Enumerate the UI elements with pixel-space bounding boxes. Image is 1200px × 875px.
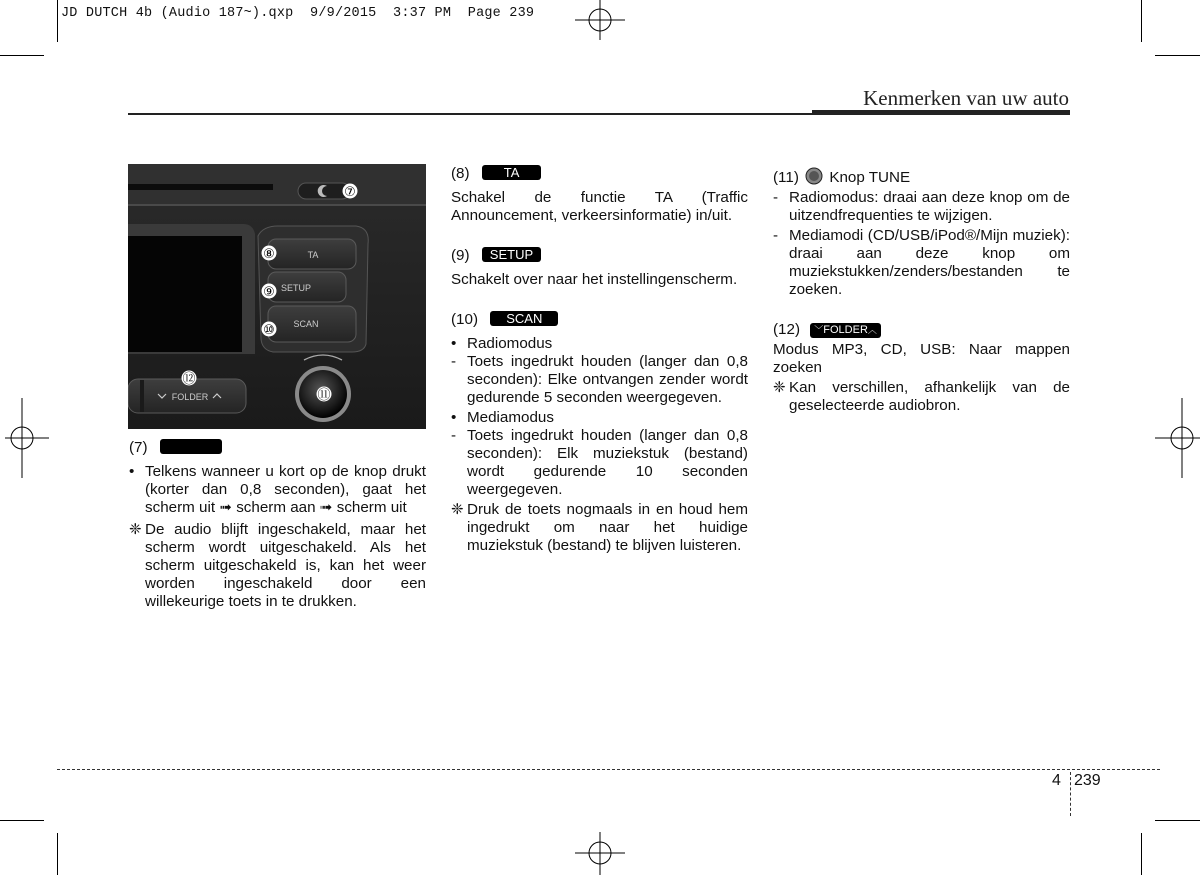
folder-key-label: FOLDER <box>171 392 209 402</box>
item-8-text: Schakel de functie TA (Traffic Announcement, verkeersinformatie) in/uit. <box>451 189 748 224</box>
radio-mode-bullet: • Radiomodus <box>451 335 553 352</box>
footer-rule <box>57 769 1160 770</box>
column-2 <box>451 165 748 555</box>
item-8-heading: (8) TA <box>451 165 748 183</box>
tune-radio-detail: - Radiomodus: draai aan deze knop om de uitzendfrequenties te wijzigen. <box>773 189 1070 224</box>
setup-key-icon: SETUP <box>482 247 541 262</box>
item-10-note: ❈ Druk de toets nogmaals in en houd hem ingedrukt om naar het huidige muziekstuk (bestand) te blijven luisteren. <box>451 501 748 554</box>
setup-key-label: SETUP <box>280 283 312 293</box>
media-mode-bullet: • Mediamodus <box>451 409 554 426</box>
column-1 <box>129 439 426 611</box>
callout-10: ⑩ <box>263 323 275 338</box>
header-rule-accent <box>812 110 1070 115</box>
crop-mark <box>1141 833 1142 875</box>
item-12-note: ❈ Kan verschillen, afhankelijk van de geselecteerde audiobron. <box>773 379 1070 414</box>
item-12-text: Modus MP3, CD, USB: Naar mappen zoeken <box>773 341 1070 376</box>
crop-mark <box>1141 0 1142 42</box>
registration-mark <box>575 0 625 40</box>
crop-mark <box>0 820 44 821</box>
item-10-heading: (10) SCAN <box>451 311 748 329</box>
print-slug: JD DUTCH 4b (Audio 187~).qxp 9/9/2015 3:37 PM Page 239 <box>61 6 535 21</box>
page-number: 239 <box>1074 772 1101 789</box>
crop-mark <box>1155 55 1200 56</box>
tune-media-detail: - Mediamodi (CD/USB/iPod®/Mijn muziek): draai aan deze knop om muziekstukken/zenders/bestanden te zoeken. <box>773 227 1070 298</box>
tune-knob-icon <box>805 167 823 185</box>
item-9-text: Schakelt over naar het instellingenscherm. <box>451 271 738 288</box>
registration-mark <box>5 398 49 478</box>
item-9-heading: (9) SETUP <box>451 247 748 265</box>
footer-divider <box>1070 772 1071 816</box>
item-7-number: (7) <box>129 439 148 456</box>
chapter-number: 4 <box>1052 772 1061 789</box>
scan-key-icon: SCAN <box>490 311 558 326</box>
column-3 <box>773 167 1070 415</box>
registration-mark <box>1155 398 1200 478</box>
item-7-note: ❈ De audio blijft ingeschakeld, maar het scherm wordt uitgeschakeld. Als het scherm uitgeschakeld is, kan het weer worden ingeschakeld door een willekeurige toets in te drukken. <box>129 521 426 610</box>
media-mode-detail: - Toets ingedrukt houden (langer dan 0,8 seconden): Elk muziekstuk (bestand) wordt gedurende 10 seconden weergegeven. <box>451 427 748 498</box>
crop-mark <box>57 833 58 875</box>
ta-key-label: TA <box>307 250 319 260</box>
callout-8: ⑧ <box>263 247 275 262</box>
ta-key-icon: TA <box>482 165 542 180</box>
item-12-heading: (12) ﹀FOLDER︿ <box>773 321 1070 339</box>
scan-key-label: SCAN <box>293 319 319 329</box>
audio-unit-illustration <box>128 164 426 429</box>
callout-7: ⑦ <box>344 185 356 200</box>
folder-key-icon: ﹀FOLDER︿ <box>810 323 881 338</box>
item-7-heading <box>129 439 426 457</box>
crop-mark <box>1155 820 1200 821</box>
section-title: Kenmerken van uw auto <box>863 86 1069 110</box>
registration-mark <box>575 832 625 875</box>
callout-12: ⑫ <box>182 372 196 387</box>
crop-mark <box>57 0 58 42</box>
radio-mode-detail: - Toets ingedrukt houden (langer dan 0,8 seconden): Elke ontvangen zender wordt gedurende 5 seconden weergegeven. <box>451 353 748 406</box>
item-7-bullet: • Telkens wanneer u kort op de knop drukt (korter dan 0,8 seconden), gaat het scherm uit ➟ scherm aan ➟ scherm uit <box>129 463 426 516</box>
crop-mark <box>0 55 44 56</box>
item-11-heading: (11) Knop TUNE <box>773 169 911 186</box>
night-mode-key-icon <box>160 439 222 454</box>
callout-11: ⑪ <box>317 388 331 403</box>
callout-9: ⑨ <box>263 285 275 300</box>
